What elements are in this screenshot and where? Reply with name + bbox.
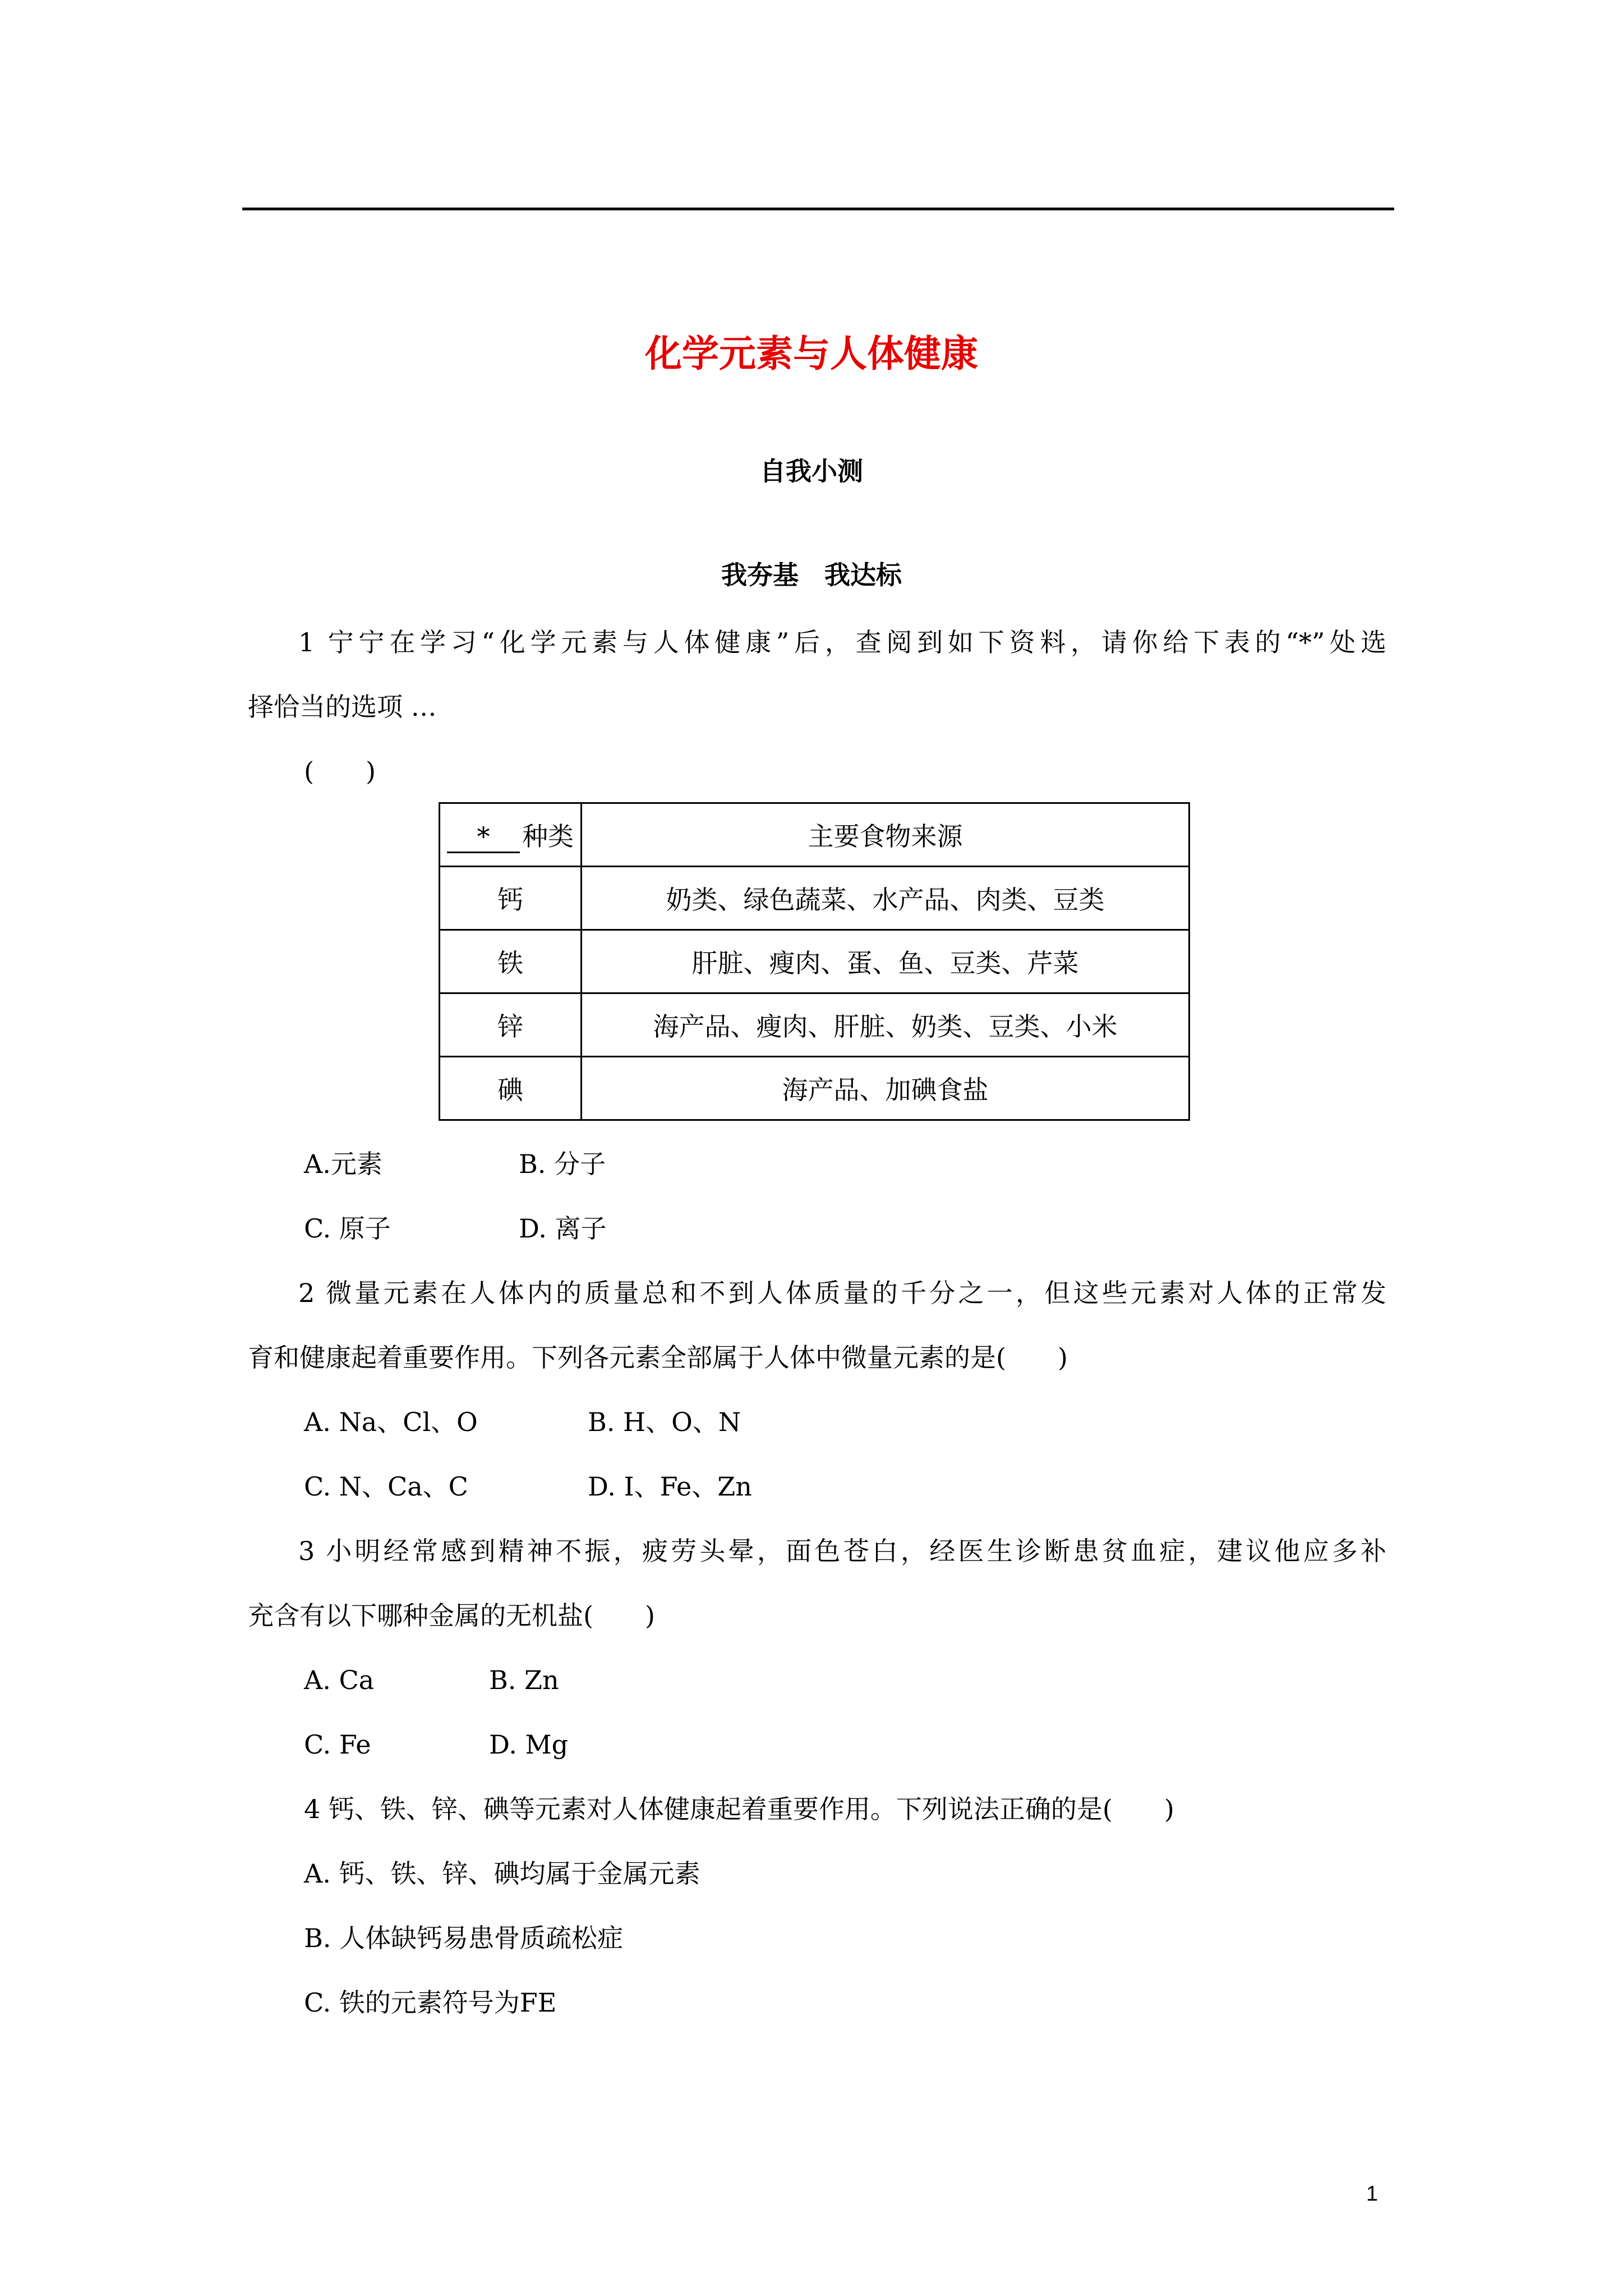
section-title: 自我小测 (760, 456, 863, 486)
table-cell-source: 奶类、绿色蔬菜、水产品、肉类、豆类 (582, 867, 1189, 930)
page-number: 1 (1366, 2182, 1378, 2206)
table-cell-source: 海产品、加碘食盐 (582, 1057, 1189, 1120)
table-row (440, 993, 1189, 1057)
question-1-option-d: D. 离子 (519, 1213, 607, 1244)
document-title: 化学元素与人体健康 (645, 332, 978, 375)
table-cell-element: 铁 (440, 930, 582, 993)
table-header-row (440, 803, 1189, 867)
table-row (440, 1057, 1189, 1120)
table-cell-element: 钙 (440, 867, 582, 930)
table-row (440, 867, 1189, 930)
question-4-line-1: 4 钙、铁、锌、碘等元素对人体健康起着重要作用。下列说法正确的是( ) (304, 1794, 1174, 1824)
table-cell-element: 碘 (440, 1057, 582, 1120)
subsection-title: 我夯基 我达标 (721, 560, 902, 590)
question-3-option-d: D. Mg (489, 1729, 569, 1760)
food-source-table (439, 802, 1190, 1121)
table-header-source: 主要食物来源 (582, 803, 1189, 867)
table-row (440, 930, 1189, 993)
question-1-line-1: 1 宁宁在学习“化学元素与人体健康”后，查阅到如下资料，请你给下表的“*”处选 (298, 627, 1386, 657)
question-4-option-a: A. 钙、铁、锌、碘均属于金属元素 (304, 1858, 700, 1889)
question-1-line-2: 择恰当的选项 … (248, 692, 437, 722)
table-header-kind-label: 种类 (522, 821, 574, 852)
question-3-option-c: C. Fe (304, 1729, 371, 1760)
question-4-option-c: C. 铁的元素符号为FE (304, 1987, 557, 2018)
table-header-star: * (447, 821, 520, 853)
question-2-line-2: 育和健康起着重要作用。下列各元素全部属于人体中微量元素的是( ) (248, 1342, 1068, 1373)
header-rule (242, 208, 1394, 210)
question-3-line-2: 充含有以下哪种金属的无机盐( ) (248, 1600, 655, 1631)
question-2-line-1: 2 微量元素在人体内的质量总和不到人体质量的千分之一，但这些元素对人体的正常发 (298, 1278, 1386, 1308)
question-2-option-d: D. I、Fe、Zn (588, 1471, 752, 1502)
table-cell-element: 锌 (440, 993, 582, 1057)
question-3-option-b: B. Zn (489, 1665, 559, 1695)
question-1-option-c: C. 原子 (304, 1213, 391, 1244)
question-1-option-b: B. 分子 (519, 1149, 606, 1179)
table-cell-source: 肝脏、瘦肉、蛋、鱼、豆类、芹菜 (582, 930, 1189, 993)
question-3-option-a: A. Ca (304, 1665, 375, 1695)
question-1-option-a: A.元素 (304, 1149, 382, 1179)
question-4-option-b: B. 人体缺钙易患骨质疏松症 (304, 1923, 624, 1953)
table-header-kind (440, 803, 582, 867)
table-cell-source: 海产品、瘦肉、肝脏、奶类、豆类、小米 (582, 993, 1189, 1057)
question-1-answer-paren: ( ) (304, 756, 376, 786)
question-2-option-b: B. H、O、N (588, 1407, 741, 1437)
question-2-option-c: C. N、Ca、C (304, 1471, 468, 1502)
question-2-option-a: A. Na、Cl、O (304, 1407, 478, 1437)
question-3-line-1: 3 小明经常感到精神不振，疲劳头晕，面色苍白，经医生诊断患贫血症，建议他应多补 (298, 1536, 1386, 1566)
